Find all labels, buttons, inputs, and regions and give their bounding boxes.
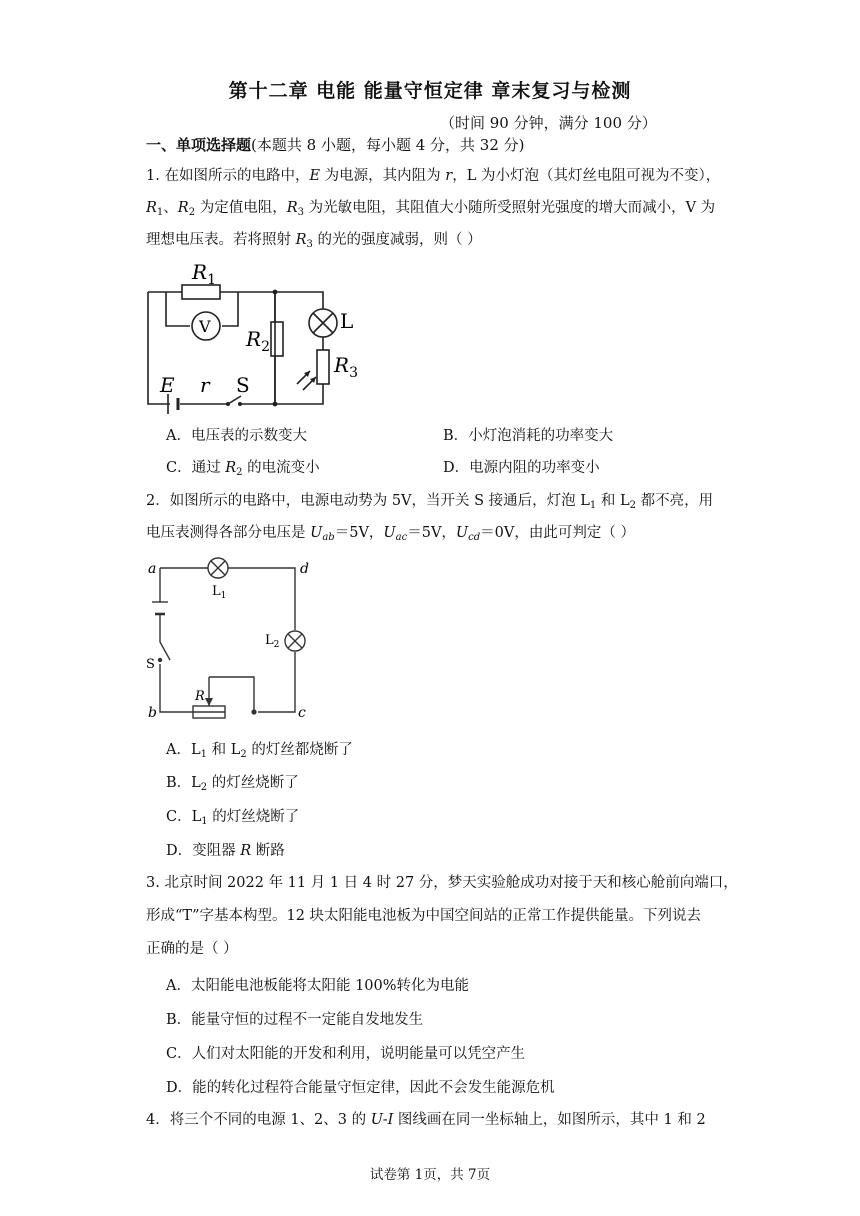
label-r1: $R_1$ [192,260,216,288]
q1-stem-line-1: 1. 在如图所示的电路中，E 为电源，其内阻为 r，L 为小灯泡（其灯丝电阻可视为不变）， [146,168,721,184]
q3-stem-line-1: 3. 北京时间 2022 年 11 月 1 日 4 时 27 分，梦天实验舱成功对接于天和核心舱前向端口， [146,875,738,891]
q2-option-d: D．变阻器 R 断路 [166,843,285,859]
q1-stem-line-2: $R_1$、$R_2$ 为定值电阻，$R_3$ 为光敏电阻，其阻值大小随所受照射光强度的增大而减小，V 为 [146,200,716,218]
switch-s-label: S [146,657,155,672]
q3-option-c: C．人们对太阳能的开发和利用，说明能量可以凭空产生 [166,1046,526,1062]
page-title: 第十二章 电能 能量守恒定律 章末复习与检测 [228,80,632,102]
voltmeter-label: V [199,317,211,336]
q2-stem-line-1: 2．如图所示的电路中，电源电动势为 5V，当开关 S 接通后，灯泡 $L_1$ 和 $L_2$ 都不亮，用 [146,493,714,511]
q2-stem-line-2: 电压表测得各部分电压是 $U_{ab}=5V$，$U_{ac}=5V$，$U_{cd}=0V$，由此可判定（ ） [146,525,635,543]
q1-option-a: A．电压表的示数变大 [166,428,307,444]
q4-stem-line-1: 4．将三个不同的电源 1、2、3 的 U-I 图线画在同一坐标轴上，如图所示，其中 1 和 2 [146,1112,706,1128]
q3-option-b: B．能量守恒的过程不一定能自发地发生 [166,1012,424,1028]
label-switch: S [236,373,250,397]
q3-stem-line-3: 正确的是（ ） [146,941,238,957]
q1-option-b: B．小灯泡消耗的功率变大 [443,428,614,444]
label-r3: $R_3$ [334,353,358,381]
node-a-label: a [148,561,157,577]
q1-option-c: C．通过 $R_2$ 的电流变小 [166,460,320,478]
lamp-l1-label: $L_1$ [212,584,227,601]
q2-circuit-diagram [140,554,320,726]
node-d-label: d [300,561,309,577]
label-r2: $R_2$ [246,327,270,355]
rheostat-r-label: R [195,689,205,704]
q2-option-a: A．$L_1$ 和 $L_2$ 的灯丝都烧断了 [166,742,353,760]
q3-option-a: A．太阳能电池板能将太阳能 100%转化为电能 [166,978,470,994]
q1-circuit-diagram [140,254,380,414]
q1-stem-line-3: 理想电压表。若将照射 $R_3$ 的光的强度减弱，则（ ） [146,232,482,250]
q2-option-c: C．$L_1$ 的灯丝烧断了 [166,809,300,827]
q2-option-b: B．$L_2$ 的灯丝烧断了 [166,775,299,793]
q1-option-d: D．电源内阻的功率变小 [443,460,600,476]
q3-option-d: D．能的转化过程符合能量守恒定律，因此不会发生能源危机 [166,1080,555,1096]
lamp-l2-label: $L_2$ [265,633,280,650]
exam-info: （时间 90 分钟，满分 100 分） [440,114,657,132]
lamp-label: L [340,309,354,333]
section-heading: 一、单项选择题(本题共 8 小题，每小题 4 分，共 32 分) [146,136,525,154]
q3-stem-line-2: 形成“T”字基本构型。12 块太阳能电池板为中国空间站的正常工作提供能量。下列说去 [146,908,702,924]
page-footer: 试卷第 1页，共 7页 [369,1167,491,1183]
label-emf: E [160,373,175,397]
node-b-label: b [148,705,157,721]
node-c-label: c [298,705,306,721]
label-internal-r: r [200,373,210,397]
